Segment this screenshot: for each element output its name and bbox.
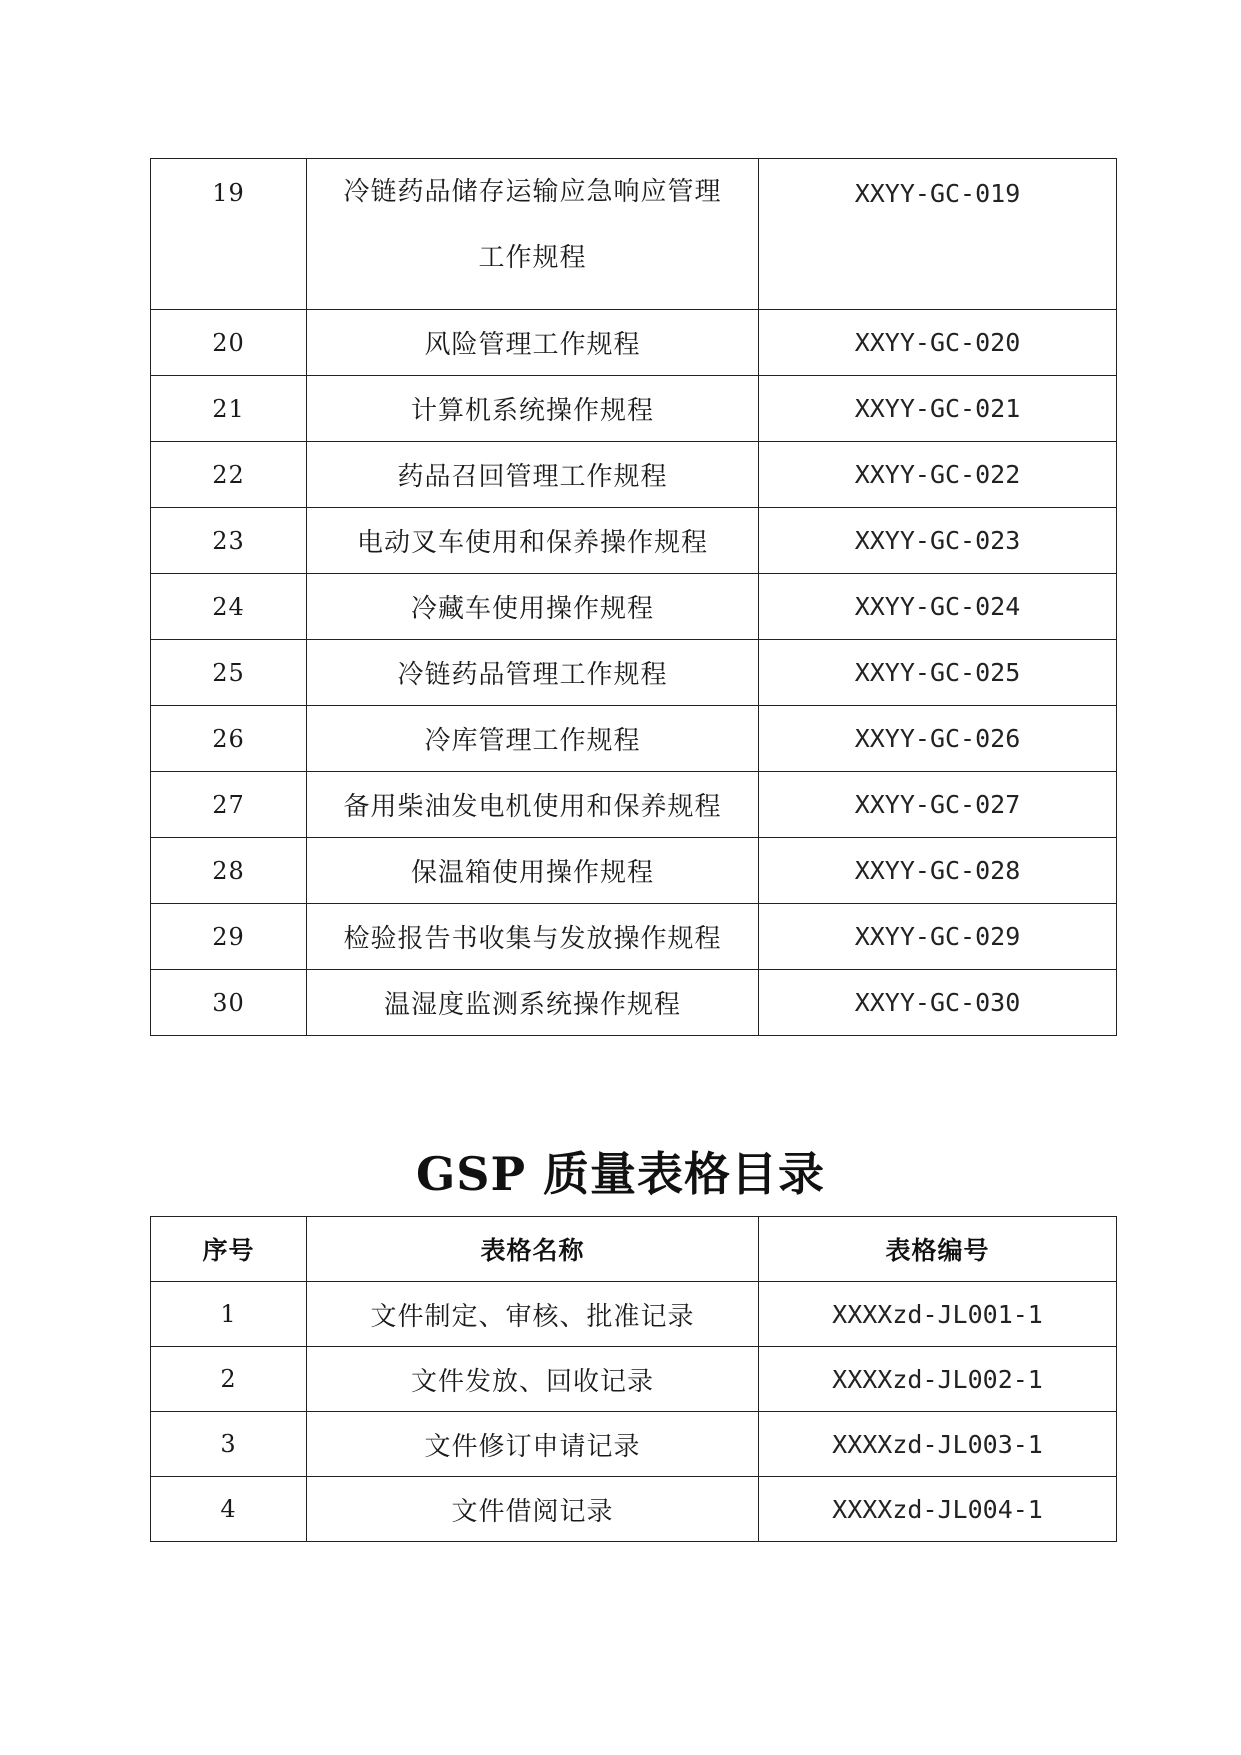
row-number: 26 xyxy=(151,706,307,772)
table-row xyxy=(151,970,1117,1036)
table-row xyxy=(151,904,1117,970)
procedure-code: XXYY-GC-026 xyxy=(759,706,1117,772)
form-name: 文件发放、回收记录 xyxy=(307,1347,759,1412)
procedure-code: XXYY-GC-020 xyxy=(759,310,1117,376)
row-number: 29 xyxy=(151,904,307,970)
row-number: 25 xyxy=(151,640,307,706)
procedure-code: XXYY-GC-030 xyxy=(759,970,1117,1036)
header-no: 序号 xyxy=(151,1217,307,1282)
procedure-name: 冷链药品管理工作规程 xyxy=(307,640,759,706)
header-form-code: 表格编号 xyxy=(759,1217,1117,1282)
procedure-code: XXYY-GC-028 xyxy=(759,838,1117,904)
procedure-name: 药品召回管理工作规程 xyxy=(307,442,759,508)
row-number: 24 xyxy=(151,574,307,640)
row-number: 30 xyxy=(151,970,307,1036)
row-number: 1 xyxy=(151,1282,307,1347)
form-code: XXXXzd-JL003-1 xyxy=(759,1412,1117,1477)
table-row xyxy=(151,1412,1117,1477)
procedure-name: 备用柴油发电机使用和保养规程 xyxy=(307,772,759,838)
table-row xyxy=(151,159,1117,310)
form-name: 文件制定、审核、批准记录 xyxy=(307,1282,759,1347)
procedure-code: XXYY-GC-019 xyxy=(759,159,1117,310)
procedure-name: 检验报告书收集与发放操作规程 xyxy=(307,904,759,970)
procedure-name: 温湿度监测系统操作规程 xyxy=(307,970,759,1036)
procedure-code: XXYY-GC-029 xyxy=(759,904,1117,970)
procedure-name: 冷藏车使用操作规程 xyxy=(307,574,759,640)
procedure-code: XXYY-GC-023 xyxy=(759,508,1117,574)
row-number: 27 xyxy=(151,772,307,838)
row-number: 28 xyxy=(151,838,307,904)
row-number: 19 xyxy=(151,159,307,310)
form-code: XXXXzd-JL002-1 xyxy=(759,1347,1117,1412)
procedure-name: 风险管理工作规程 xyxy=(307,310,759,376)
row-number: 4 xyxy=(151,1477,307,1542)
form-code: XXXXzd-JL004-1 xyxy=(759,1477,1117,1542)
table-row xyxy=(151,1477,1117,1542)
procedures-table xyxy=(150,158,1117,1036)
procedure-code: XXYY-GC-024 xyxy=(759,574,1117,640)
header-form-name: 表格名称 xyxy=(307,1217,759,1282)
row-number: 22 xyxy=(151,442,307,508)
procedure-name: 计算机系统操作规程 xyxy=(307,376,759,442)
row-number: 20 xyxy=(151,310,307,376)
row-number: 21 xyxy=(151,376,307,442)
section-title: GSP 质量表格目录 xyxy=(415,1147,826,1201)
table-row xyxy=(151,640,1117,706)
table-row xyxy=(151,706,1117,772)
table-row xyxy=(151,442,1117,508)
procedure-name: 电动叉车使用和保养操作规程 xyxy=(307,508,759,574)
procedure-code: XXYY-GC-027 xyxy=(759,772,1117,838)
procedure-name: 冷库管理工作规程 xyxy=(307,706,759,772)
table-row xyxy=(151,376,1117,442)
table-header-row xyxy=(151,1217,1117,1282)
form-code: XXXXzd-JL001-1 xyxy=(759,1282,1117,1347)
form-name: 文件修订申请记录 xyxy=(307,1412,759,1477)
row-number: 23 xyxy=(151,508,307,574)
procedure-code: XXYY-GC-025 xyxy=(759,640,1117,706)
table-row xyxy=(151,838,1117,904)
row-number: 2 xyxy=(151,1347,307,1412)
table-row xyxy=(151,1347,1117,1412)
table-row xyxy=(151,508,1117,574)
table-row xyxy=(151,574,1117,640)
table-row xyxy=(151,1282,1117,1347)
forms-table xyxy=(150,1216,1117,1542)
form-name: 文件借阅记录 xyxy=(307,1477,759,1542)
table-row xyxy=(151,310,1117,376)
procedure-code: XXYY-GC-022 xyxy=(759,442,1117,508)
procedure-code: XXYY-GC-021 xyxy=(759,376,1117,442)
procedure-name xyxy=(307,159,759,310)
procedure-name: 保温箱使用操作规程 xyxy=(307,838,759,904)
table-row xyxy=(151,772,1117,838)
procedure-name-line2: 工作规程 xyxy=(478,243,587,273)
procedure-name-line1: 冷链药品储存运输应急响应管理 xyxy=(343,177,722,207)
row-number: 3 xyxy=(151,1412,307,1477)
